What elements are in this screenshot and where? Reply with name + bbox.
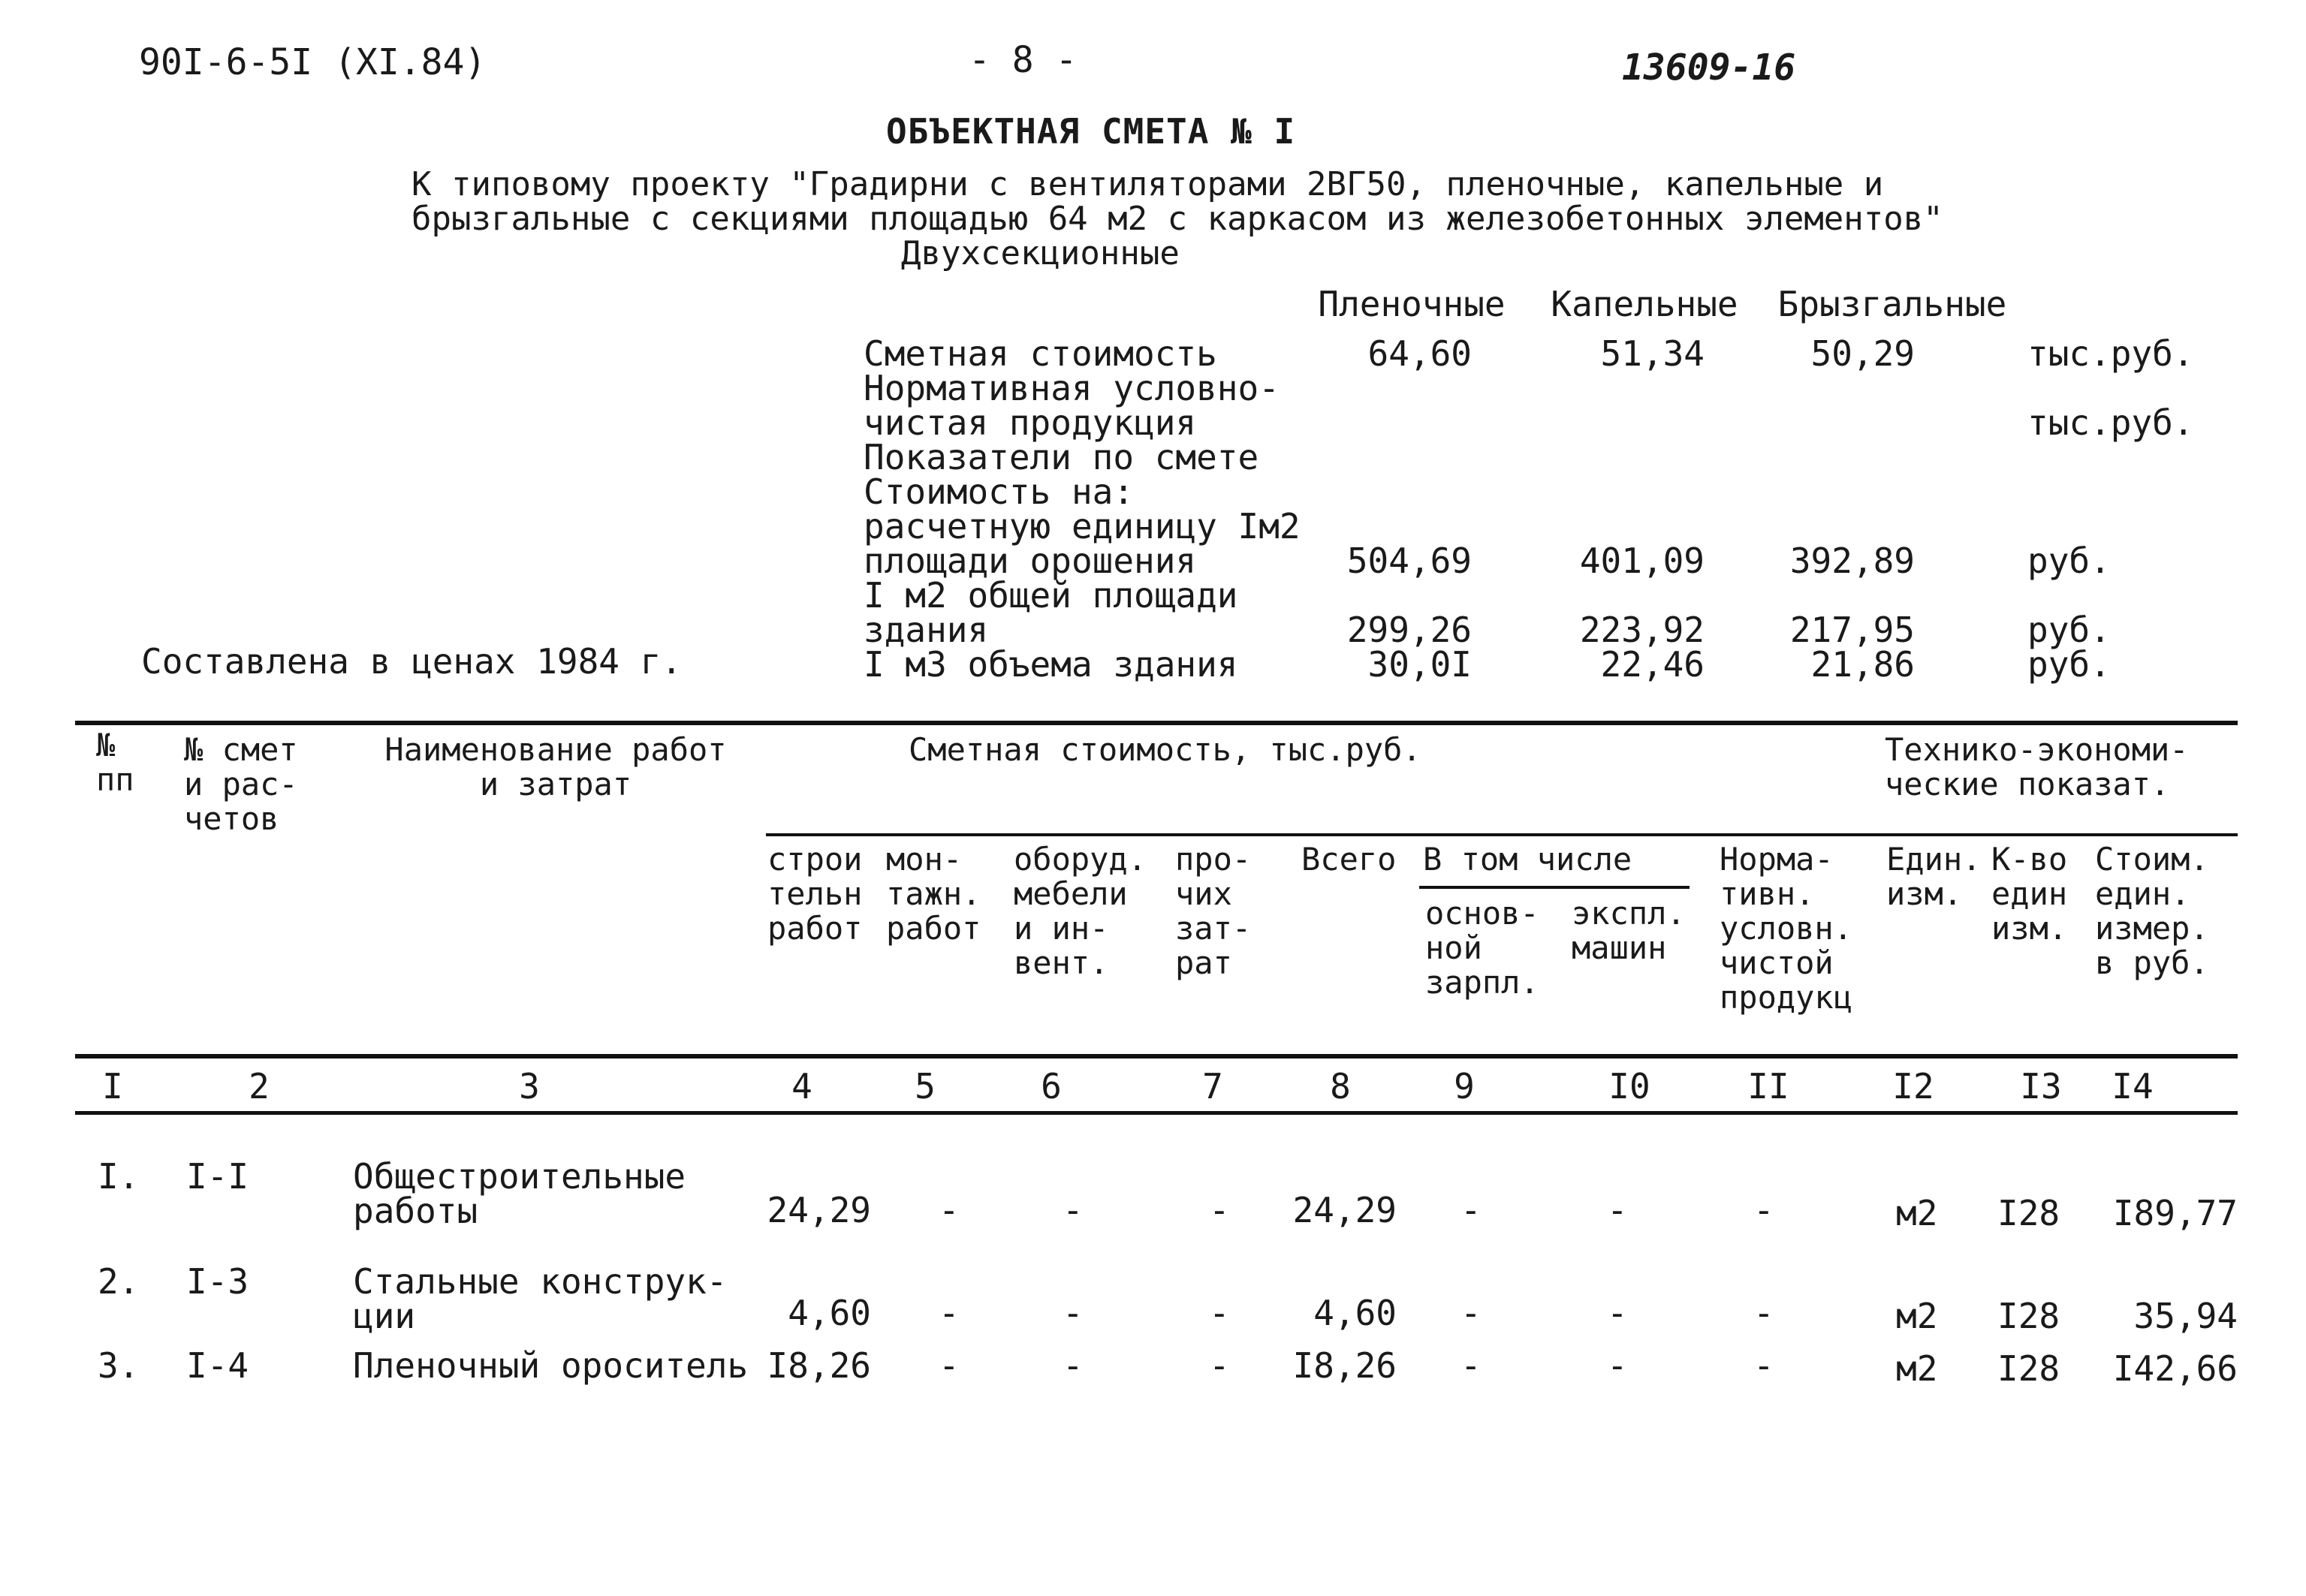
row-number: 2. <box>98 1261 140 1302</box>
column-number: I0 <box>1608 1066 1650 1107</box>
row-empty-dash: - <box>1209 1345 1230 1386</box>
row-empty-dash: - <box>1753 1190 1774 1230</box>
row-empty-dash: - <box>1063 1293 1084 1333</box>
tech-group-header: Технико-экономи- ческие показат. <box>1885 731 2189 803</box>
title-line-3: Двухсекционные <box>901 234 1180 273</box>
summary-value: 22,46 <box>1600 644 1705 685</box>
header-col-10: экспл. машин <box>1572 895 1686 966</box>
column-number: 8 <box>1330 1066 1351 1107</box>
row-total-cost: 24,29 <box>1292 1190 1397 1230</box>
row-quantity: I28 <box>1997 1348 2060 1389</box>
summary-unit: тыс.руб. <box>2027 333 2194 374</box>
summary-label: здания <box>864 610 989 650</box>
summary-value: 64,60 <box>1367 333 1472 374</box>
row-empty-dash: - <box>1063 1345 1084 1386</box>
row-unit-cost: I42,66 <box>2112 1348 2238 1389</box>
summary-col-header: Брызгальные <box>1777 284 2007 324</box>
column-number: I4 <box>2112 1066 2154 1107</box>
summary-label: Сметная стоимость <box>864 333 1217 374</box>
column-number: I3 <box>2020 1066 2062 1107</box>
row-empty-dash: - <box>1607 1190 1628 1230</box>
incl-group-rule <box>1419 886 1690 889</box>
header-col-3: Наименование работ и затрат <box>384 731 727 803</box>
summary-unit: руб. <box>2027 541 2111 581</box>
row-empty-dash: - <box>1460 1345 1482 1386</box>
summary-label: расчетную единицу Iм2 <box>864 506 1301 547</box>
row-construction-cost: 4,60 <box>788 1293 871 1333</box>
row-empty-dash: - <box>1460 1190 1482 1230</box>
row-quantity: I28 <box>1997 1193 2060 1233</box>
column-number: 4 <box>791 1066 812 1107</box>
incl-group-header: В том числе <box>1423 841 1632 878</box>
summary-label: Стоимость на: <box>864 471 1135 512</box>
row-empty-dash: - <box>1063 1190 1084 1230</box>
summary-label: Показатели по смете <box>864 437 1259 477</box>
page-title: ОБЪЕКТНАЯ СМЕТА № I <box>886 111 1296 152</box>
summary-label: I м3 объема здания <box>864 644 1238 685</box>
document-code: 90I-6-5I (XI.84) <box>139 41 487 83</box>
column-number: 2 <box>249 1066 270 1107</box>
row-empty-dash: - <box>1209 1190 1230 1230</box>
row-total-cost: 4,60 <box>1313 1293 1397 1333</box>
summary-value: 30,0I <box>1367 644 1472 685</box>
row-unit: м2 <box>1896 1193 1938 1233</box>
row-work-name: работы <box>353 1191 478 1231</box>
row-work-name: ции <box>353 1296 416 1336</box>
row-estimate-ref: I-4 <box>186 1345 249 1386</box>
title-line-1: К типовому проекту "Градирни с вентиляторами 2ВГ50, пленочные, капельные и <box>411 165 1884 203</box>
column-number: 5 <box>915 1066 936 1107</box>
header-col-12: Един. изм. <box>1886 841 1982 912</box>
summary-unit: руб. <box>2027 610 2111 650</box>
row-construction-cost: I8,26 <box>767 1345 871 1386</box>
summary-col-header: Капельные <box>1551 284 1738 324</box>
summary-value: 504,69 <box>1346 541 1472 581</box>
summary-value: 299,26 <box>1346 610 1472 650</box>
column-numbers-rule <box>75 1111 2238 1115</box>
row-empty-dash: - <box>1460 1293 1482 1333</box>
summary-col-header: Пленочные <box>1318 284 1506 324</box>
header-col-9: основ- ной зарпл. <box>1425 895 1539 1001</box>
row-work-name: Стальные конструк- <box>353 1261 728 1302</box>
header-bottom-rule <box>75 1054 2238 1058</box>
stamp-number: 13609-16 <box>1622 47 1796 89</box>
summary-label: площади орошения <box>864 541 1197 581</box>
column-number: I <box>102 1066 123 1107</box>
row-empty-dash: - <box>939 1293 960 1333</box>
summary-label: чистая продукция <box>864 402 1197 443</box>
summary-value: 217,95 <box>1789 610 1915 650</box>
row-number: 3. <box>98 1345 140 1386</box>
column-number: 6 <box>1041 1066 1062 1107</box>
header-col-2: № смет и рас- четов <box>184 731 298 837</box>
cost-group-rule <box>766 833 2238 836</box>
summary-value: 392,89 <box>1789 541 1915 581</box>
row-work-name: Общестроительные <box>353 1156 686 1197</box>
row-empty-dash: - <box>1209 1293 1230 1333</box>
row-empty-dash: - <box>1753 1345 1774 1386</box>
page-number: - 8 - <box>969 39 1078 81</box>
row-unit: м2 <box>1896 1296 1938 1336</box>
row-number: I. <box>98 1156 140 1197</box>
column-number: I2 <box>1892 1066 1934 1107</box>
row-total-cost: I8,26 <box>1292 1345 1397 1386</box>
header-col-5: мон- тажн. работ <box>886 841 981 947</box>
row-empty-dash: - <box>1753 1293 1774 1333</box>
row-unit-cost: 35,94 <box>2133 1296 2238 1336</box>
summary-value: 21,86 <box>1810 644 1915 685</box>
row-empty-dash: - <box>939 1345 960 1386</box>
row-empty-dash: - <box>1607 1293 1628 1333</box>
summary-unit: руб. <box>2027 644 2111 685</box>
column-number: II <box>1747 1066 1789 1107</box>
column-number: 3 <box>519 1066 540 1107</box>
row-empty-dash: - <box>1607 1345 1628 1386</box>
header-col-13: К-во един изм. <box>1991 841 2068 947</box>
header-col-1: № пп <box>96 727 134 798</box>
row-quantity: I28 <box>1997 1296 2060 1336</box>
header-col-4: строи тельн работ <box>767 841 863 947</box>
row-unit: м2 <box>1896 1348 1938 1389</box>
row-empty-dash: - <box>939 1190 960 1230</box>
summary-label: I м2 общей площади <box>864 575 1238 616</box>
row-construction-cost: 24,29 <box>767 1190 871 1230</box>
summary-label: Нормативная условно- <box>864 368 1280 408</box>
header-col-6: оборуд. мебели и ин- вент. <box>1014 841 1147 981</box>
header-col-7: про- чих зат- рат <box>1175 841 1252 981</box>
summary-value: 50,29 <box>1810 333 1915 374</box>
prices-note: Составлена в ценах 1984 г. <box>141 641 683 682</box>
row-estimate-ref: I-I <box>186 1156 249 1197</box>
header-col-11: Норма- тивн. условн. чистой продукц <box>1720 841 1853 1016</box>
summary-value: 51,34 <box>1600 333 1705 374</box>
summary-unit: тыс.руб. <box>2027 402 2194 443</box>
row-work-name: Пленочный ороситель <box>353 1345 749 1386</box>
header-col-14: Стоим. един. измер. в руб. <box>2095 841 2209 981</box>
row-estimate-ref: I-3 <box>186 1261 249 1302</box>
row-unit-cost: I89,77 <box>2112 1193 2238 1233</box>
table-top-rule <box>75 721 2238 725</box>
summary-value: 223,92 <box>1579 610 1705 650</box>
column-number: 9 <box>1454 1066 1475 1107</box>
header-col-8: Всего <box>1301 841 1397 878</box>
summary-value: 401,09 <box>1579 541 1705 581</box>
title-line-2: брызгальные с секциями площадью 64 м2 с каркасом из железобетонных элементов" <box>411 200 1943 238</box>
cost-group-header: Сметная стоимость, тыс.руб. <box>909 731 1421 768</box>
column-number: 7 <box>1202 1066 1223 1107</box>
